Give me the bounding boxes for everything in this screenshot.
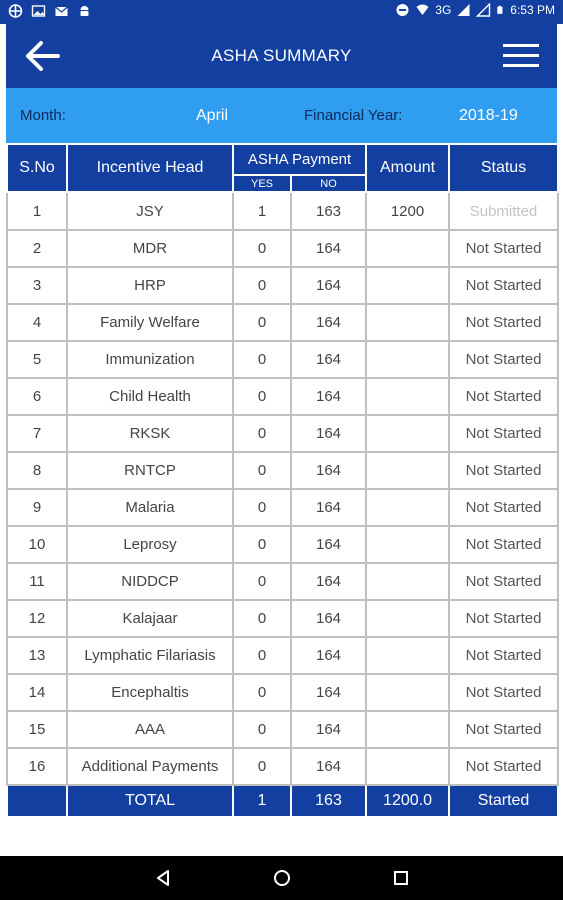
cell-amount: [366, 711, 449, 748]
table-row[interactable]: [7, 526, 558, 563]
cell-no: 164: [291, 267, 366, 304]
nav-back-button[interactable]: [152, 866, 176, 890]
android-icon: [77, 4, 92, 18]
filter-info-bar: [6, 88, 557, 143]
cell-status: Not Started: [449, 415, 558, 452]
cell-incentive-head: HRP: [67, 267, 233, 304]
table-row[interactable]: [7, 711, 558, 748]
cell-yes: 0: [233, 526, 291, 563]
cell-sno: 10: [7, 526, 67, 563]
cell-amount: [366, 526, 449, 563]
cell-yes: 0: [233, 563, 291, 600]
cell-sno: 14: [7, 674, 67, 711]
table-row[interactable]: [7, 748, 558, 785]
cell-incentive-head: Leprosy: [67, 526, 233, 563]
cell-yes: 0: [233, 674, 291, 711]
nav-back-icon: [152, 866, 176, 890]
cell-yes: 0: [233, 267, 291, 304]
cell-status: Not Started: [449, 267, 558, 304]
cell-status: Not Started: [449, 526, 558, 563]
cell-amount: [366, 489, 449, 526]
app-grid-icon: [8, 4, 23, 18]
cell-sno: 1: [7, 192, 67, 230]
cell-status: Submitted: [449, 192, 558, 230]
cell-incentive-head: Lymphatic Filariasis: [67, 637, 233, 674]
total-no: 163: [291, 785, 366, 817]
cell-incentive-head: Additional Payments: [67, 748, 233, 785]
cell-status: Not Started: [449, 563, 558, 600]
cell-incentive-head: Child Health: [67, 378, 233, 415]
cell-status: Not Started: [449, 489, 558, 526]
cell-yes: 0: [233, 489, 291, 526]
cell-sno: 16: [7, 748, 67, 785]
cell-yes: 0: [233, 711, 291, 748]
cell-amount: [366, 304, 449, 341]
header-yes: YES: [233, 175, 291, 192]
cell-no: 164: [291, 341, 366, 378]
cell-sno: 6: [7, 378, 67, 415]
cell-sno: 9: [7, 489, 67, 526]
total-row: [7, 785, 558, 817]
cell-no: 164: [291, 563, 366, 600]
table-row[interactable]: [7, 452, 558, 489]
cell-status: Not Started: [449, 600, 558, 637]
cell-status: Not Started: [449, 378, 558, 415]
image-icon: [31, 4, 46, 18]
cell-status: Not Started: [449, 748, 558, 785]
table-row[interactable]: [7, 674, 558, 711]
cell-amount: [366, 637, 449, 674]
signal-alt-icon: [476, 3, 491, 17]
cell-no: 164: [291, 415, 366, 452]
cell-yes: 0: [233, 637, 291, 674]
cell-no: 164: [291, 526, 366, 563]
cell-no: 164: [291, 674, 366, 711]
cell-status: Not Started: [449, 230, 558, 267]
total-amount: 1200.0: [366, 785, 449, 817]
cell-sno: 4: [7, 304, 67, 341]
cell-amount: 1200: [366, 192, 449, 230]
financial-year-label: Financial Year:: [304, 107, 403, 124]
asha-summary-table: [6, 143, 559, 818]
month-value[interactable]: April: [196, 107, 229, 124]
battery-icon: [496, 3, 505, 17]
table-row[interactable]: [7, 415, 558, 452]
cell-sno: 8: [7, 452, 67, 489]
nav-recents-button[interactable]: [389, 866, 413, 890]
total-label: TOTAL: [67, 785, 233, 817]
cell-sno: 11: [7, 563, 67, 600]
table-row[interactable]: [7, 489, 558, 526]
status-bar: [0, 0, 563, 24]
cell-sno: 5: [7, 341, 67, 378]
cell-incentive-head: NIDDCP: [67, 563, 233, 600]
cell-yes: 0: [233, 452, 291, 489]
cell-yes: 0: [233, 748, 291, 785]
cell-incentive-head: Malaria: [67, 489, 233, 526]
cell-yes: 1: [233, 192, 291, 230]
cell-status: Not Started: [449, 637, 558, 674]
table-row[interactable]: [7, 230, 558, 267]
mail-icon: [54, 4, 69, 18]
signal-icon: [456, 3, 471, 17]
cell-yes: 0: [233, 341, 291, 378]
table-row[interactable]: [7, 563, 558, 600]
cell-incentive-head: Immunization: [67, 341, 233, 378]
month-label: Month:: [20, 107, 66, 124]
menu-button[interactable]: [501, 40, 541, 72]
cell-status: Not Started: [449, 711, 558, 748]
cell-incentive-head: MDR: [67, 230, 233, 267]
cell-sno: 12: [7, 600, 67, 637]
cell-status: Not Started: [449, 341, 558, 378]
header-incentive-head: Incentive Head: [67, 144, 233, 192]
cell-amount: [366, 341, 449, 378]
do-not-disturb-icon: [395, 3, 410, 17]
cell-sno: 13: [7, 637, 67, 674]
cell-no: 164: [291, 304, 366, 341]
nav-home-icon: [270, 866, 294, 890]
cell-yes: 0: [233, 304, 291, 341]
total-spacer: [7, 785, 67, 817]
hamburger-menu-icon: [501, 40, 541, 72]
cell-amount: [366, 415, 449, 452]
financial-year-value[interactable]: 2018-19: [459, 107, 518, 124]
wifi-icon: [415, 3, 430, 17]
total-yes: 1: [233, 785, 291, 817]
cell-yes: 0: [233, 415, 291, 452]
cell-amount: [366, 452, 449, 489]
cell-no: 164: [291, 748, 366, 785]
cell-status: Not Started: [449, 304, 558, 341]
total-status: Started: [449, 785, 558, 817]
cell-amount: [366, 230, 449, 267]
cell-incentive-head: JSY: [67, 192, 233, 230]
cell-no: 163: [291, 192, 366, 230]
page-title: ASHA SUMMARY: [211, 46, 352, 65]
cell-incentive-head: RNTCP: [67, 452, 233, 489]
app-bar: [6, 24, 557, 88]
cell-amount: [366, 563, 449, 600]
cell-incentive-head: Kalajaar: [67, 600, 233, 637]
header-amount: Amount: [366, 144, 449, 192]
cell-sno: 15: [7, 711, 67, 748]
cell-amount: [366, 267, 449, 304]
cell-incentive-head: Family Welfare: [67, 304, 233, 341]
nav-recents-icon: [389, 866, 413, 890]
cell-incentive-head: Encephaltis: [67, 674, 233, 711]
network-type: 3G: [435, 3, 452, 17]
header-no: NO: [291, 175, 366, 192]
table-row[interactable]: [7, 192, 558, 230]
nav-home-button[interactable]: [270, 866, 294, 890]
cell-status: Not Started: [449, 674, 558, 711]
table-row[interactable]: [7, 378, 558, 415]
cell-amount: [366, 674, 449, 711]
cell-amount: [366, 378, 449, 415]
table-row[interactable]: [7, 341, 558, 378]
cell-yes: 0: [233, 230, 291, 267]
cell-no: 164: [291, 230, 366, 267]
table-row[interactable]: [7, 637, 558, 674]
cell-amount: [366, 748, 449, 785]
system-nav-bar: [0, 856, 563, 900]
cell-no: 164: [291, 600, 366, 637]
cell-no: 164: [291, 711, 366, 748]
clock: 6:53 PM: [510, 3, 555, 17]
cell-sno: 3: [7, 267, 67, 304]
table-row[interactable]: [7, 600, 558, 637]
cell-sno: 7: [7, 415, 67, 452]
cell-status: Not Started: [449, 452, 558, 489]
cell-yes: 0: [233, 378, 291, 415]
cell-incentive-head: RKSK: [67, 415, 233, 452]
cell-yes: 0: [233, 600, 291, 637]
cell-no: 164: [291, 452, 366, 489]
cell-incentive-head: AAA: [67, 711, 233, 748]
header-sno: S.No: [7, 144, 67, 192]
cell-no: 164: [291, 637, 366, 674]
cell-sno: 2: [7, 230, 67, 267]
table-row[interactable]: [7, 267, 558, 304]
cell-no: 164: [291, 489, 366, 526]
cell-no: 164: [291, 378, 366, 415]
table-row[interactable]: [7, 304, 558, 341]
header-asha-payment: ASHA Payment: [233, 144, 366, 175]
header-status: Status: [449, 144, 558, 192]
cell-amount: [366, 600, 449, 637]
